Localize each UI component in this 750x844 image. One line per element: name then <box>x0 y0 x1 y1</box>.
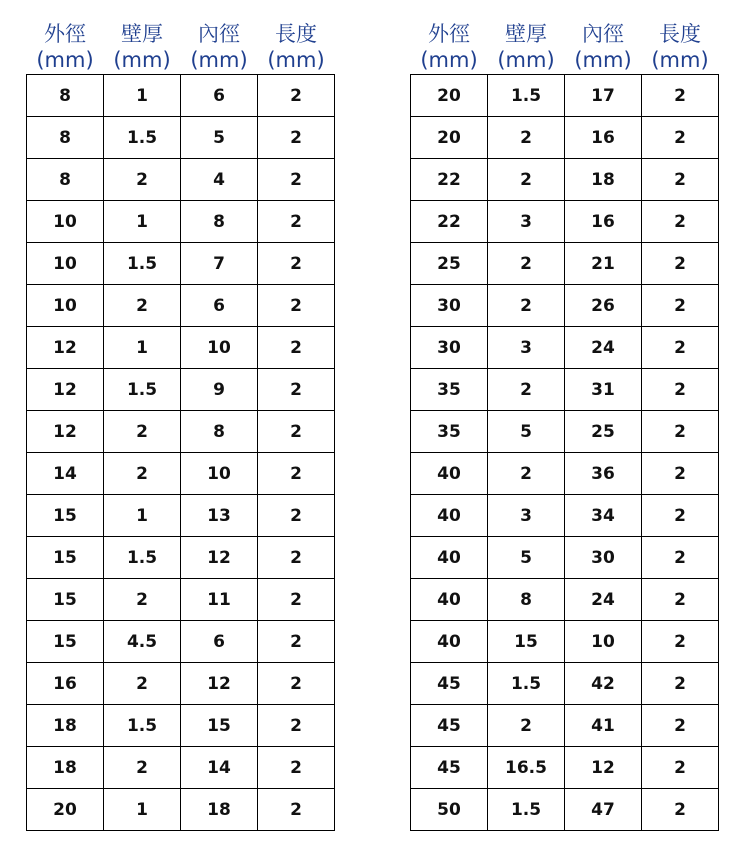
table-cell: 6 <box>181 621 258 663</box>
header-length <box>258 20 335 75</box>
table-cell: 50 <box>411 789 488 831</box>
left-spec-table <box>26 20 335 831</box>
table-cell: 12 <box>27 327 104 369</box>
table-cell: 2 <box>488 243 565 285</box>
table-row <box>27 537 335 579</box>
table-cell: 2 <box>258 75 335 117</box>
table-row <box>411 495 719 537</box>
table-cell: 2 <box>642 75 719 117</box>
table-cell: 6 <box>181 75 258 117</box>
table-cell: 15 <box>27 495 104 537</box>
table-cell: 2 <box>642 327 719 369</box>
table-cell: 2 <box>258 579 335 621</box>
header-unit: (mm) <box>190 48 248 72</box>
table-cell: 2 <box>258 705 335 747</box>
header-wall-thickness <box>488 20 565 75</box>
header-wall-thickness <box>104 20 181 75</box>
table-row <box>411 285 719 327</box>
table-cell: 31 <box>565 369 642 411</box>
table-cell: 10 <box>27 201 104 243</box>
table-cell: 1.5 <box>488 663 565 705</box>
table-row <box>27 621 335 663</box>
table-cell: 1 <box>104 327 181 369</box>
table-cell: 25 <box>565 411 642 453</box>
right-header-row <box>411 20 719 75</box>
table-cell: 2 <box>258 243 335 285</box>
table-cell: 2 <box>258 201 335 243</box>
table-cell: 30 <box>565 537 642 579</box>
table-row <box>411 159 719 201</box>
table-cell: 24 <box>565 327 642 369</box>
table-cell: 12 <box>27 369 104 411</box>
table-cell: 2 <box>258 495 335 537</box>
header-label: 外徑 <box>44 22 86 46</box>
table-cell: 1.5 <box>104 705 181 747</box>
table-row <box>27 663 335 705</box>
header-outer-diameter <box>27 20 104 75</box>
table-cell: 40 <box>411 579 488 621</box>
header-unit: (mm) <box>36 48 94 72</box>
table-row <box>411 621 719 663</box>
table-cell: 2 <box>258 663 335 705</box>
table-cell: 2 <box>642 201 719 243</box>
table-cell: 36 <box>565 453 642 495</box>
table-row <box>411 243 719 285</box>
table-cell: 2 <box>258 369 335 411</box>
table-cell: 2 <box>488 285 565 327</box>
table-cell: 2 <box>642 159 719 201</box>
table-row <box>411 663 719 705</box>
table-cell: 1.5 <box>104 537 181 579</box>
header-unit: (mm) <box>497 48 555 72</box>
table-cell: 2 <box>258 747 335 789</box>
table-cell: 2 <box>488 117 565 159</box>
table-row <box>27 201 335 243</box>
table-cell: 1 <box>104 75 181 117</box>
table-cell: 1.5 <box>104 117 181 159</box>
left-table-container <box>26 20 335 831</box>
header-label: 長度 <box>659 22 701 46</box>
table-cell: 2 <box>642 117 719 159</box>
table-cell: 1 <box>104 495 181 537</box>
header-label: 外徑 <box>428 22 470 46</box>
table-cell: 2 <box>642 369 719 411</box>
table-cell: 21 <box>565 243 642 285</box>
header-label: 內徑 <box>582 22 624 46</box>
table-row <box>411 705 719 747</box>
table-cell: 5 <box>181 117 258 159</box>
table-cell: 2 <box>258 285 335 327</box>
table-row <box>27 159 335 201</box>
table-row <box>411 453 719 495</box>
header-inner-diameter <box>565 20 642 75</box>
table-row <box>27 117 335 159</box>
table-cell: 2 <box>104 453 181 495</box>
table-cell: 1 <box>104 789 181 831</box>
table-row <box>411 789 719 831</box>
table-cell: 15 <box>27 621 104 663</box>
table-row <box>27 579 335 621</box>
table-cell: 15 <box>27 537 104 579</box>
table-cell: 45 <box>411 747 488 789</box>
table-cell: 2 <box>642 705 719 747</box>
table-row <box>411 411 719 453</box>
table-cell: 2 <box>104 747 181 789</box>
table-cell: 10 <box>565 621 642 663</box>
table-cell: 6 <box>181 285 258 327</box>
table-cell: 3 <box>488 495 565 537</box>
table-cell: 12 <box>181 537 258 579</box>
table-cell: 3 <box>488 327 565 369</box>
table-cell: 2 <box>104 285 181 327</box>
table-cell: 8 <box>181 411 258 453</box>
table-row <box>27 327 335 369</box>
table-cell: 30 <box>411 285 488 327</box>
table-cell: 15 <box>27 579 104 621</box>
table-cell: 47 <box>565 789 642 831</box>
table-cell: 2 <box>642 789 719 831</box>
table-cell: 45 <box>411 705 488 747</box>
table-row <box>411 579 719 621</box>
table-row <box>27 285 335 327</box>
table-cell: 2 <box>104 579 181 621</box>
header-label: 壁厚 <box>121 22 163 46</box>
header-length <box>642 20 719 75</box>
table-cell: 2 <box>642 453 719 495</box>
table-cell: 22 <box>411 201 488 243</box>
table-cell: 1.5 <box>104 369 181 411</box>
table-cell: 35 <box>411 411 488 453</box>
table-row <box>411 747 719 789</box>
table-cell: 18 <box>565 159 642 201</box>
table-cell: 2 <box>488 369 565 411</box>
table-cell: 2 <box>258 117 335 159</box>
table-cell: 1.5 <box>488 75 565 117</box>
table-cell: 2 <box>642 621 719 663</box>
table-cell: 10 <box>181 453 258 495</box>
table-cell: 2 <box>104 159 181 201</box>
table-cell: 2 <box>642 537 719 579</box>
table-cell: 18 <box>181 789 258 831</box>
table-cell: 14 <box>181 747 258 789</box>
table-cell: 4 <box>181 159 258 201</box>
table-cell: 34 <box>565 495 642 537</box>
header-unit: (mm) <box>420 48 478 72</box>
table-cell: 2 <box>488 453 565 495</box>
table-cell: 45 <box>411 663 488 705</box>
table-row <box>27 243 335 285</box>
table-cell: 40 <box>411 621 488 663</box>
table-cell: 22 <box>411 159 488 201</box>
table-cell: 2 <box>488 159 565 201</box>
table-cell: 8 <box>488 579 565 621</box>
table-cell: 15 <box>488 621 565 663</box>
table-cell: 40 <box>411 495 488 537</box>
table-row <box>27 495 335 537</box>
table-cell: 8 <box>27 117 104 159</box>
table-cell: 10 <box>27 243 104 285</box>
table-cell: 3 <box>488 201 565 243</box>
table-cell: 8 <box>27 75 104 117</box>
table-cell: 14 <box>27 453 104 495</box>
header-label: 長度 <box>275 22 317 46</box>
table-row <box>411 537 719 579</box>
table-cell: 16 <box>27 663 104 705</box>
left-header-row <box>27 20 335 75</box>
table-cell: 2 <box>642 663 719 705</box>
table-cell: 1.5 <box>104 243 181 285</box>
table-row <box>411 327 719 369</box>
table-cell: 20 <box>27 789 104 831</box>
table-row <box>27 747 335 789</box>
table-cell: 26 <box>565 285 642 327</box>
table-cell: 16 <box>565 117 642 159</box>
header-label: 內徑 <box>198 22 240 46</box>
table-cell: 11 <box>181 579 258 621</box>
table-row <box>27 369 335 411</box>
table-cell: 2 <box>104 411 181 453</box>
table-cell: 10 <box>181 327 258 369</box>
table-cell: 41 <box>565 705 642 747</box>
right-table-body <box>411 75 719 831</box>
table-cell: 20 <box>411 117 488 159</box>
table-cell: 2 <box>104 663 181 705</box>
table-cell: 2 <box>258 453 335 495</box>
table-cell: 2 <box>258 789 335 831</box>
left-table-body <box>27 75 335 831</box>
table-cell: 2 <box>642 747 719 789</box>
table-cell: 2 <box>258 537 335 579</box>
table-row <box>27 411 335 453</box>
table-cell: 18 <box>27 747 104 789</box>
table-cell: 2 <box>258 159 335 201</box>
table-cell: 40 <box>411 537 488 579</box>
table-cell: 12 <box>27 411 104 453</box>
table-cell: 2 <box>642 411 719 453</box>
table-cell: 10 <box>27 285 104 327</box>
table-row <box>27 789 335 831</box>
table-cell: 2 <box>642 243 719 285</box>
table-cell: 5 <box>488 411 565 453</box>
table-row <box>411 201 719 243</box>
table-cell: 1.5 <box>488 789 565 831</box>
table-cell: 24 <box>565 579 642 621</box>
table-cell: 1 <box>104 201 181 243</box>
table-cell: 20 <box>411 75 488 117</box>
table-cell: 2 <box>258 411 335 453</box>
table-cell: 4.5 <box>104 621 181 663</box>
table-cell: 2 <box>258 327 335 369</box>
table-row <box>27 75 335 117</box>
table-cell: 30 <box>411 327 488 369</box>
table-cell: 7 <box>181 243 258 285</box>
table-cell: 15 <box>181 705 258 747</box>
table-row <box>411 117 719 159</box>
table-cell: 2 <box>488 705 565 747</box>
table-cell: 2 <box>258 621 335 663</box>
table-row <box>27 705 335 747</box>
table-cell: 2 <box>642 285 719 327</box>
table-row <box>411 369 719 411</box>
header-label: 壁厚 <box>505 22 547 46</box>
table-cell: 8 <box>27 159 104 201</box>
header-unit: (mm) <box>267 48 325 72</box>
header-inner-diameter <box>181 20 258 75</box>
table-cell: 8 <box>181 201 258 243</box>
header-unit: (mm) <box>113 48 171 72</box>
header-unit: (mm) <box>574 48 632 72</box>
table-cell: 35 <box>411 369 488 411</box>
table-cell: 25 <box>411 243 488 285</box>
table-row <box>27 453 335 495</box>
header-outer-diameter <box>411 20 488 75</box>
right-table-container <box>410 20 719 831</box>
table-cell: 17 <box>565 75 642 117</box>
table-cell: 40 <box>411 453 488 495</box>
table-cell: 13 <box>181 495 258 537</box>
table-cell: 5 <box>488 537 565 579</box>
table-cell: 16.5 <box>488 747 565 789</box>
table-cell: 12 <box>565 747 642 789</box>
table-row <box>411 75 719 117</box>
table-cell: 42 <box>565 663 642 705</box>
table-cell: 2 <box>642 495 719 537</box>
table-cell: 16 <box>565 201 642 243</box>
table-cell: 18 <box>27 705 104 747</box>
table-cell: 12 <box>181 663 258 705</box>
table-cell: 9 <box>181 369 258 411</box>
table-cell: 2 <box>642 579 719 621</box>
right-spec-table <box>410 20 719 831</box>
header-unit: (mm) <box>651 48 709 72</box>
